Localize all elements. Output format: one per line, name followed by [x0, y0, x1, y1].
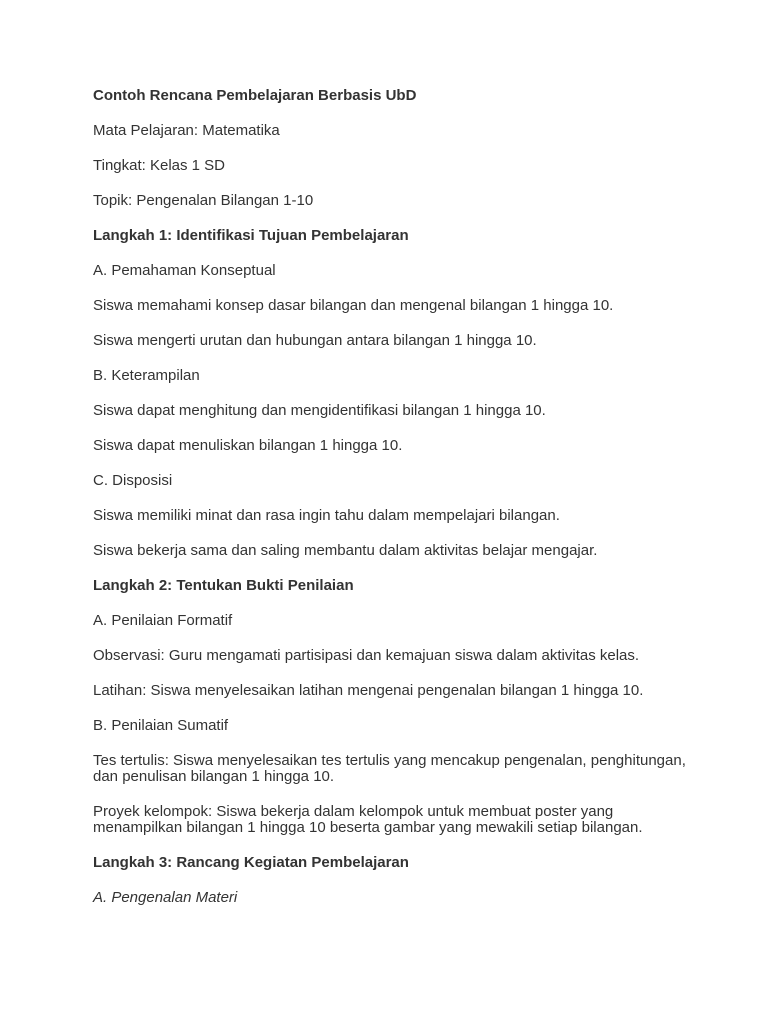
step2-b-title: B. Penilaian Sumatif	[93, 717, 229, 734]
step1-b-item: Siswa dapat menuliskan bilangan 1 hingga 10.	[93, 437, 403, 454]
step1-a-item: Siswa memahami konsep dasar bilangan dan mengenal bilangan 1 hingga 10.	[93, 297, 614, 314]
step1-b-title: B. Keterampilan	[93, 367, 200, 384]
step2-a-item: Latihan: Siswa menyelesaikan latihan mengenai pengenalan bilangan 1 hingga 10.	[93, 682, 644, 699]
level-line: Tingkat: Kelas 1 SD	[93, 157, 226, 174]
step1-c-item: Siswa memiliki minat dan rasa ingin tahu dalam mempelajari bilangan.	[93, 507, 560, 524]
step3-a-title: A. Pengenalan Materi	[93, 889, 238, 906]
step1-b-item: Siswa dapat menghitung dan mengidentifikasi bilangan 1 hingga 10.	[93, 402, 546, 419]
document-title: Contoh Rencana Pembelajaran Berbasis UbD	[93, 87, 417, 104]
step2-heading: Langkah 2: Tentukan Bukti Penilaian	[93, 577, 354, 594]
step2-a-title: A. Penilaian Formatif	[93, 612, 233, 629]
step2-b-item: Proyek kelompok: Siswa bekerja dalam kelompok untuk membuat poster yang menampilkan bilangan 1 hingga 10 beserta gambar yang mewakili setiap bilangan.	[93, 803, 643, 836]
subject-line: Mata Pelajaran: Matematika	[93, 122, 280, 139]
step1-a-item: Siswa mengerti urutan dan hubungan antara bilangan 1 hingga 10.	[93, 332, 537, 349]
step1-heading: Langkah 1: Identifikasi Tujuan Pembelajaran	[93, 227, 409, 244]
document-body	[93, 88, 693, 925]
step2-a-item: Observasi: Guru mengamati partisipasi dan kemajuan siswa dalam aktivitas kelas.	[93, 647, 640, 664]
step3-heading: Langkah 3: Rancang Kegiatan Pembelajaran	[93, 854, 409, 871]
topic-line: Topik: Pengenalan Bilangan 1-10	[93, 192, 314, 209]
step1-c-title: C. Disposisi	[93, 472, 173, 489]
step1-a-title: A. Pemahaman Konseptual	[93, 262, 276, 279]
step2-b-item: Tes tertulis: Siswa menyelesaikan tes tertulis yang mencakup pengenalan, penghitungan, dan penulisan bilangan 1 hingga 10.	[93, 752, 686, 785]
step1-c-item: Siswa bekerja sama dan saling membantu dalam aktivitas belajar mengajar.	[93, 542, 598, 559]
